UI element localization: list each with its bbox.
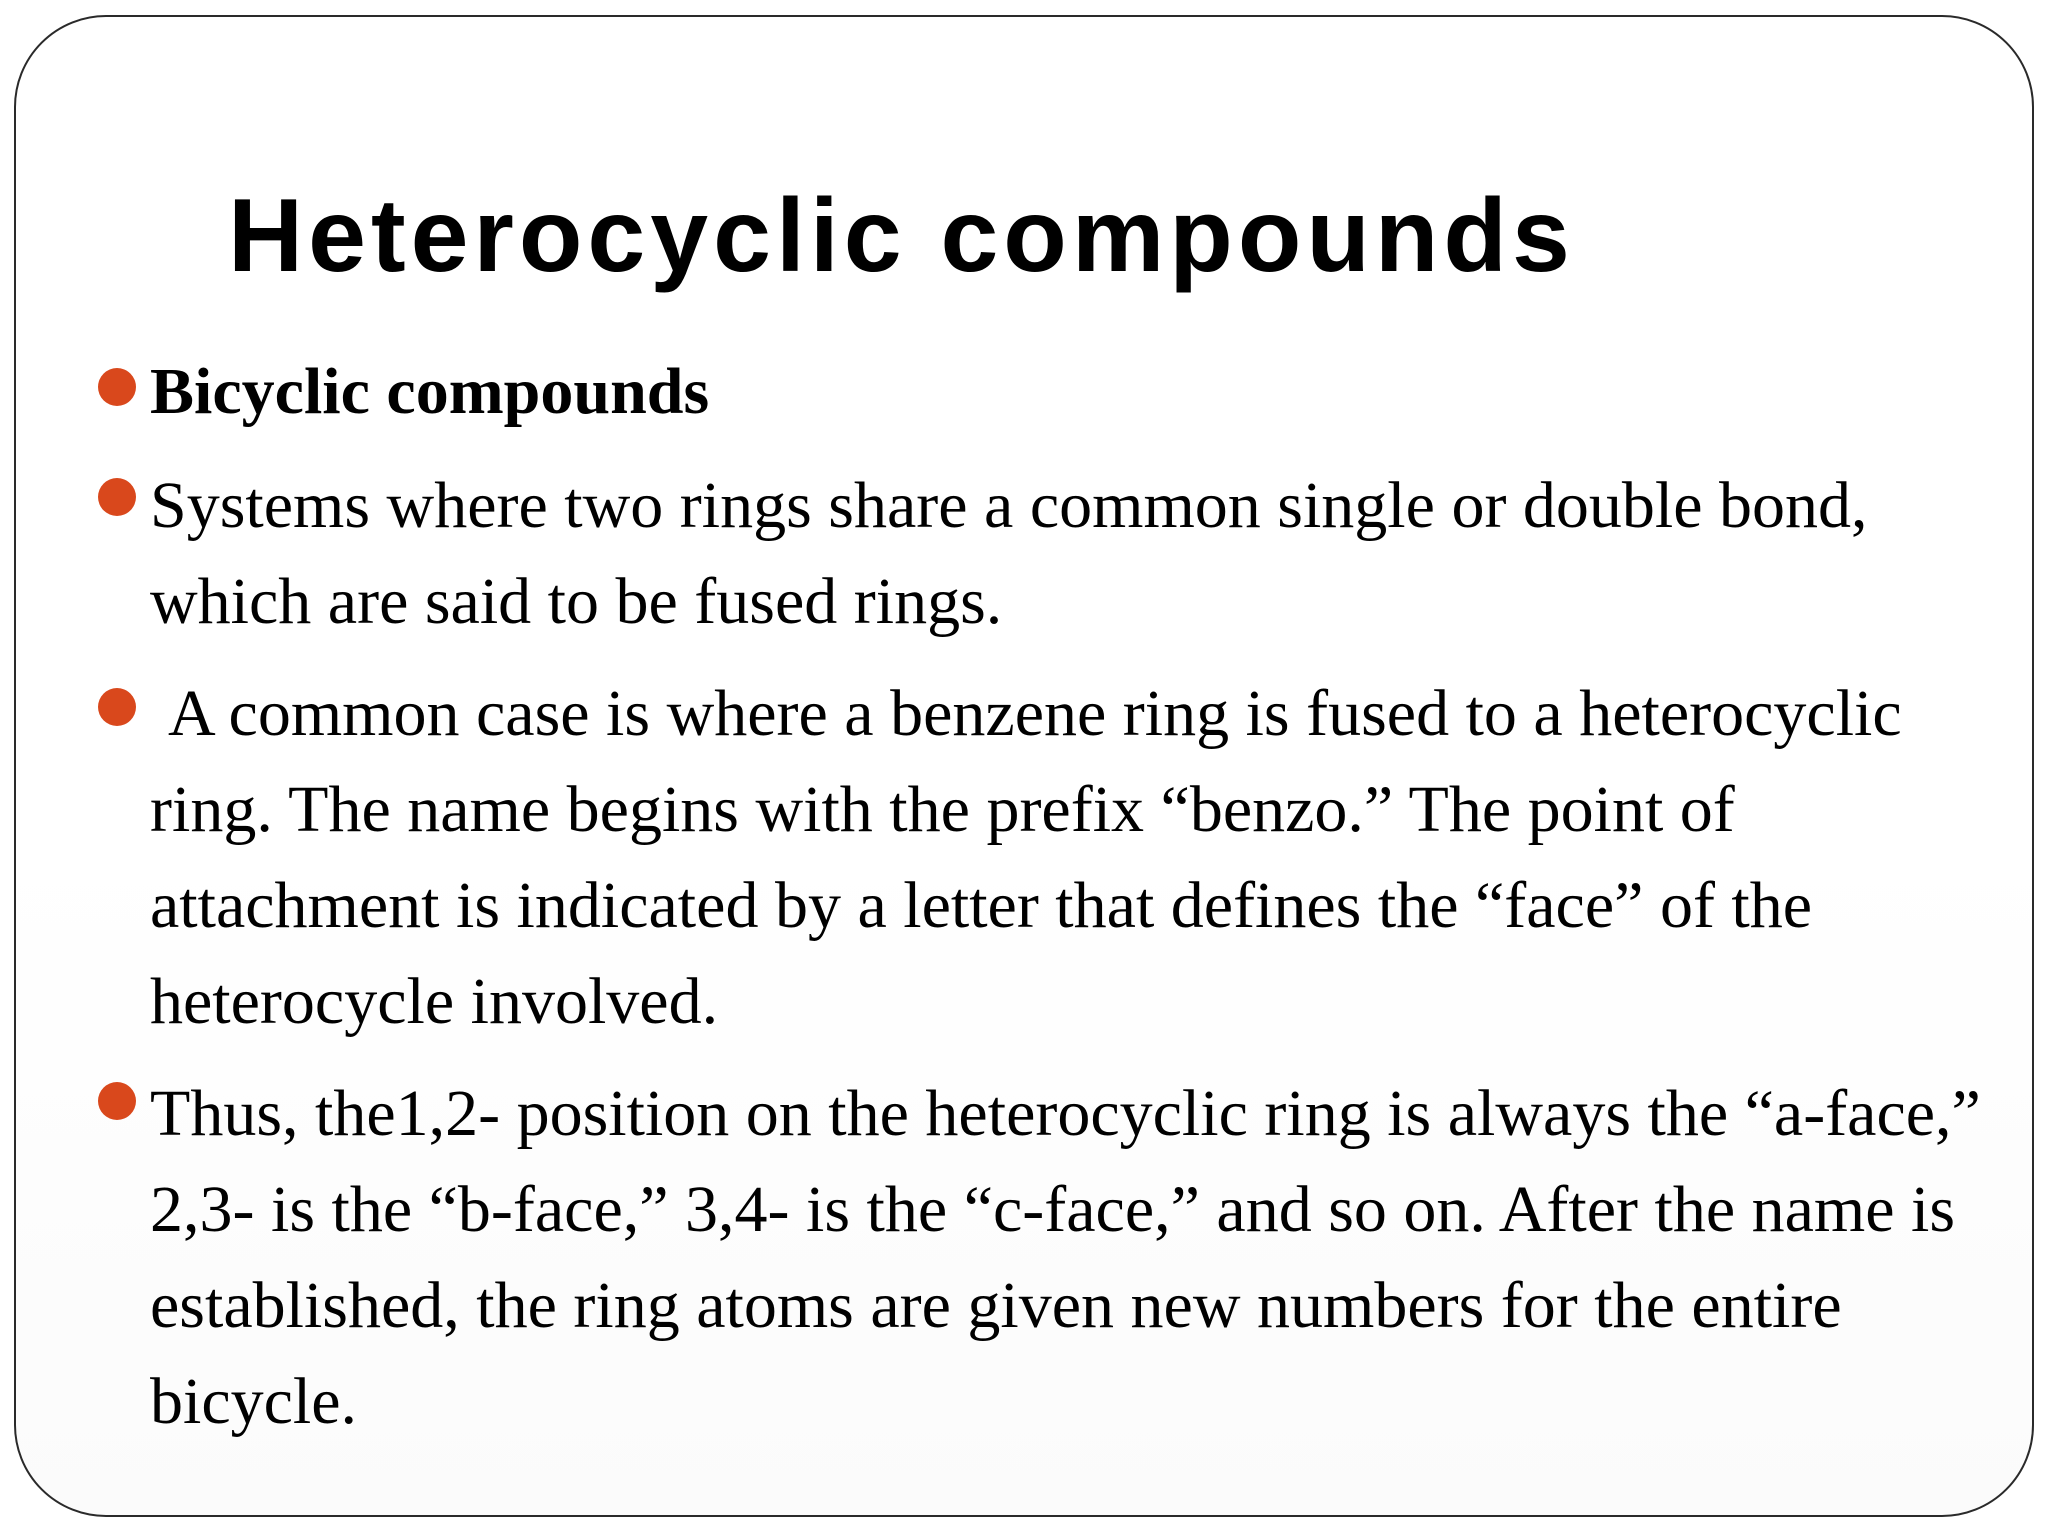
bullet-text: A common case is where a benzene ring is fused to a heterocyclic ring. The name begins with the prefix “benzo.” The point of attachment is indicated by a letter that defines the “face” of the heterocycle involved. [150,677,1902,1038]
bullet-dot-icon [98,478,136,516]
bullet-text: Systems where two rings share a common single or double bond, which are said to be fused rings. [150,469,1868,638]
bullet-item-benzo-prefix [150,666,2010,1050]
slide-title: Heterocyclic compounds [228,178,1575,294]
bullet-item-bicyclic-compounds [150,344,2010,440]
bullet-text: Bicyclic compounds [150,355,710,428]
bullet-dot-icon [98,1082,136,1120]
bullet-text: Thus, the1,2- position on the heterocyclic ring is always the “a-face,” 2,3- is the “b-face,” 3,4- is the “c-face,” and so on. After the name is established, the ring atoms are given new numbers for the entire bicycle. [150,1077,1981,1438]
bullet-dot-icon [98,368,136,406]
bullet-dot-icon [98,688,136,726]
bullet-item-face-lettering [150,1066,2010,1450]
bullet-item-fused-rings [150,458,2010,650]
